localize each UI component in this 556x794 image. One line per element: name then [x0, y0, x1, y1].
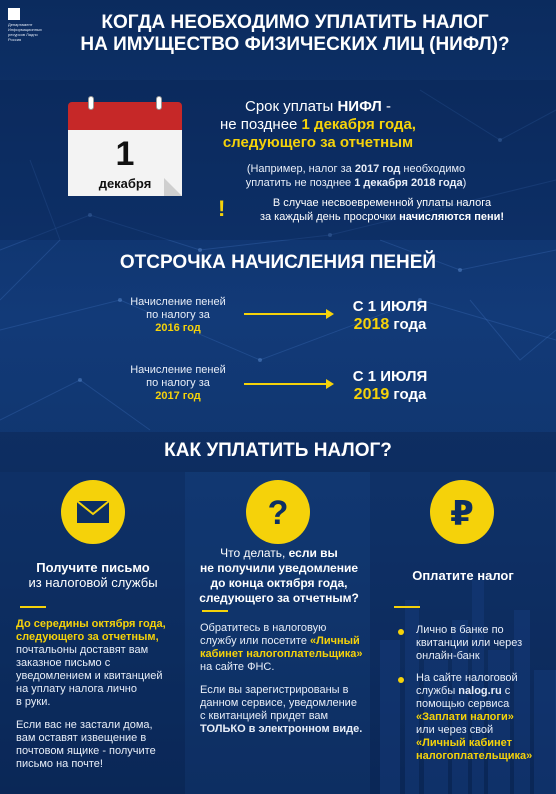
deadline-text: [218, 98, 418, 152]
deferral-row-2-label: [108, 364, 248, 403]
column-2-line: данном сервисе, уведомление: [200, 697, 357, 709]
column-2-heading-line: до конца октября года,: [210, 576, 348, 590]
calendar-header: [68, 102, 182, 130]
deadline-nifl: НИФЛ: [337, 98, 382, 115]
column-1-heading-normal: из налоговой службы: [28, 575, 158, 590]
calendar-month: декабря: [98, 176, 152, 191]
column-2-heading-line: не получили уведомление: [199, 561, 359, 575]
deferral-row-2-since: [330, 368, 450, 404]
warning-line2-prefix: за каждый день просрочки: [259, 211, 400, 223]
column-2-line-prefix: службу или посетите: [200, 635, 310, 647]
warning-text: [232, 196, 532, 224]
page-title: [50, 12, 540, 56]
deadline-line-2: [218, 116, 418, 134]
column-1-line: письмо на почте!: [16, 758, 103, 770]
column-3-divider: [394, 606, 420, 608]
warning-line-2: [232, 210, 532, 224]
column-3-line: помощью сервиса: [416, 698, 510, 710]
column-2-electronic: в электронном виде.: [245, 723, 363, 735]
column-2-heading: [192, 546, 366, 606]
calendar-day: 1: [115, 135, 135, 173]
exclamation-icon: !: [218, 196, 226, 221]
column-2-heading-bold: если вы: [288, 546, 338, 560]
example-line-2: [206, 176, 506, 190]
column-2-cabinet-link-2: кабинет налогоплательщика»: [200, 648, 363, 660]
title-line-2: НА ИМУЩЕСТВО ФИЗИЧЕСКИХ ЛИЦ (НИФЛ)?: [80, 34, 510, 55]
column-1-yellow-line-1: До середины октября года,: [16, 618, 166, 630]
department-logo: [8, 8, 48, 42]
column-1-yellow-line-2: следующего за отчетным,: [16, 631, 159, 643]
example-line2-prefix: уплатить не позднее: [245, 177, 355, 189]
example-line-1: [206, 162, 506, 176]
column-1-heading: [10, 560, 176, 590]
howto-title: КАК УПЛАТИТЬ НАЛОГ?: [164, 440, 392, 461]
deferral-row-2-line-1: Начисление пеней: [130, 364, 226, 376]
deadline-date: 1 декабря года,: [301, 116, 416, 133]
column-1-line: Если вас не застали дома,: [16, 719, 153, 731]
deadline-dash: -: [381, 98, 391, 115]
deferral-row-1-year: 2016 год: [155, 322, 201, 334]
title-line-1: КОГДА НЕОБХОДИМО УПЛАТИТЬ НАЛОГ: [101, 12, 489, 33]
column-3-line-prefix: службы: [416, 685, 459, 697]
column-3-line: онлайн-банк: [416, 650, 480, 662]
pay-taxes-service: «Заплати налоги»: [416, 711, 514, 723]
column-2-divider: [202, 610, 228, 612]
deadline-line-3: следующего за отчетным: [222, 134, 414, 151]
column-1-text: [16, 618, 181, 771]
deferral-row-2-since-suffix: года: [389, 386, 427, 403]
column-2-line: с квитанцией придет вам: [200, 710, 329, 722]
deferral-row-1-since-year: 2018: [353, 316, 390, 333]
column-3-line: Лично в банке по: [416, 624, 504, 636]
logo-text: Департамент Информационных ресурсов Ладно Россия: [8, 22, 42, 42]
arrow-right-icon: [244, 383, 332, 385]
deadline-prefix: Срок уплаты: [244, 98, 338, 115]
taxpayer-cabinet-line-2: налогоплательщика»: [416, 750, 533, 762]
arrow-right-icon: [244, 313, 332, 315]
example-text: [206, 162, 506, 190]
column-2-line: на сайте ФНС.: [200, 661, 275, 673]
deferral-row-2-since-year: 2019: [353, 386, 390, 403]
deferral-title: ОТСРОЧКА НАЧИСЛЕНИЯ ПЕНЕЙ: [119, 252, 437, 273]
column-1-line: почтовом ящике - получите: [16, 745, 156, 757]
deferral-row-1-line-1: Начисление пеней: [130, 296, 226, 308]
column-3-bullet-2: [416, 672, 550, 763]
column-1-line: в руки.: [16, 696, 51, 708]
column-2-line: Обратитесь в налоговую: [200, 622, 327, 634]
column-1-line: заказное письмо с: [16, 657, 111, 669]
deadline-line-1: [218, 98, 418, 116]
calendar-icon: [68, 96, 182, 200]
column-1-divider: [20, 606, 46, 608]
example-middle: необходимо: [400, 163, 466, 175]
bullet-icon: [398, 677, 404, 683]
example-deadline: 1 декабря 2018 года: [354, 177, 463, 189]
column-3-line-suffix: с: [501, 685, 511, 697]
example-prefix: (Например, налог за: [246, 163, 355, 175]
deferral-row-1-since-date: С 1 ИЮЛЯ: [352, 298, 428, 315]
bullet-icon: [398, 629, 404, 635]
column-1-line: уведомлением и квитанцией: [16, 670, 163, 682]
envelope-icon: [61, 480, 125, 544]
column-1-heading-bold: Получите письмо: [36, 560, 150, 575]
deferral-row-1-label: [108, 296, 248, 335]
column-2-only-bold: ТОЛЬКО: [200, 723, 246, 735]
column-2-cabinet-link: «Личный: [310, 635, 360, 647]
column-2-heading-line-1: [192, 546, 366, 561]
deferral-row-2-since-date: С 1 ИЮЛЯ: [352, 368, 428, 385]
example-year: 2017 год: [354, 163, 401, 175]
ruble-icon: [430, 480, 494, 544]
warning-penalty: начисляются пени!: [399, 211, 505, 223]
deferral-row-2-year: 2017 год: [155, 390, 201, 402]
deadline-not-later: не позднее: [220, 116, 302, 133]
column-1-line: почтальоны доставят вам: [16, 644, 149, 656]
column-3-line: или через свой: [416, 724, 494, 736]
column-2-line: Если вы зарегистрированы в: [200, 684, 349, 696]
deferral-row-1-since: [330, 298, 450, 334]
warning-line-1: В случае несвоевременной уплаты налога: [272, 197, 492, 209]
logo-mark: [8, 8, 20, 20]
column-1-line: вам оставят извещение в: [16, 732, 147, 744]
deferral-row-1-since-suffix: года: [389, 316, 427, 333]
question-icon: [246, 480, 310, 544]
calendar-ring-right: [156, 96, 162, 110]
example-suffix: ): [462, 177, 467, 189]
column-2-heading-line: следующего за отчетным?: [199, 591, 359, 605]
column-3-line: На сайте налоговой: [416, 672, 518, 684]
column-3-line: квитанции или через: [416, 637, 523, 649]
column-2-text: [200, 622, 370, 736]
svg-text:?: ?: [267, 494, 289, 532]
svg-text:₽: ₽: [450, 494, 474, 534]
column-1-line: на уплату налога лично: [16, 683, 137, 695]
column-3-heading: Оплатите налог: [412, 568, 514, 583]
deferral-row-1-line-2: по налогу за: [146, 309, 210, 321]
deferral-row-2-line-2: по налогу за: [146, 377, 210, 389]
column-2-heading-prefix: Что делать,: [220, 546, 289, 560]
nalog-ru-link: nalog.ru: [458, 685, 502, 697]
column-3-bullet-1: [416, 624, 550, 663]
calendar-ring-left: [88, 96, 94, 110]
taxpayer-cabinet-line-1: «Личный кабинет: [416, 737, 513, 749]
